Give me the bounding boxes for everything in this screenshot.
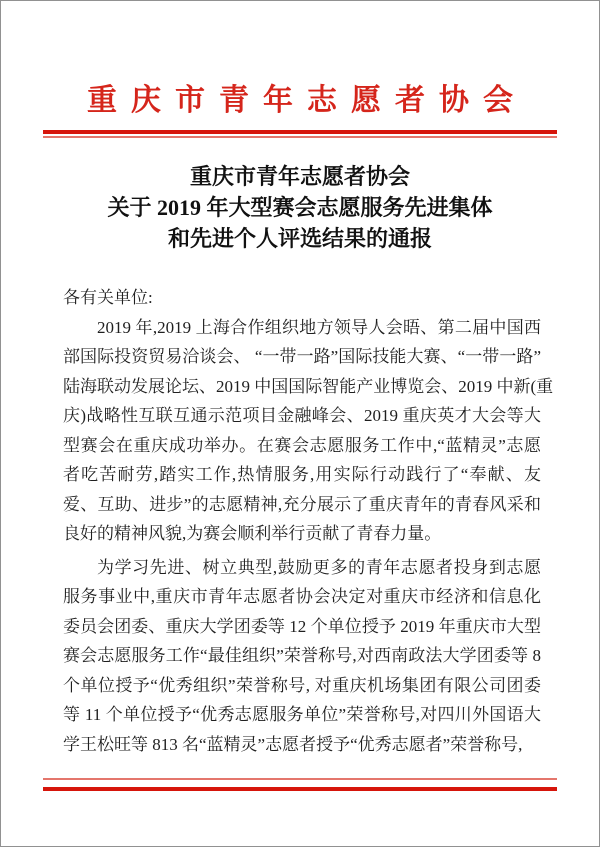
document-title-line: 关于 2019 年大型赛会志愿服务先进集体 <box>107 195 493 220</box>
document-title <box>1 161 599 254</box>
letterhead-divider-rule <box>43 130 557 138</box>
body-line: 赛会志愿服务工作“最佳组织”荣誉称号,对西南政法大学团委等 8 <box>63 646 541 665</box>
paragraph-1 <box>63 313 554 549</box>
body-line: 学王松旺等 813 名“蓝精灵”志愿者授予“优秀志愿者”荣誉称号, <box>63 734 523 754</box>
body-line: 为学习先进、树立典型,鼓励更多的青年志愿者投身到志愿 <box>97 557 541 577</box>
body-line: 爱、互助、进步”的志愿精神,充分展示了重庆青年的青春风采和 <box>63 494 541 514</box>
body-line: 庆)战略性互联互通示范项目金融峰会、2019 重庆英才大会等大 <box>63 406 541 425</box>
body-line: 良好的精神风貌,为赛会顺利举行贡献了青春力量。 <box>63 524 442 543</box>
body-line: 个单位授予“优秀组织”荣誉称号, 对重庆机场集团有限公司团委 <box>63 675 541 695</box>
body-line: 陆海联动发展论坛、2019 中国国际智能产业博览会、2019 中新(重 <box>63 376 554 396</box>
body-line: 等 11 个单位授予“优秀志愿服务单位”荣誉称号,对四川外国语大 <box>63 705 541 724</box>
body-line: 者吃苦耐劳,踏实工作,热情服务,用实际行动践行了“奉献、友 <box>63 465 541 484</box>
document-body <box>63 283 554 759</box>
document-title-line: 重庆市青年志愿者协会 <box>189 164 410 189</box>
body-line: 服务事业中,重庆市青年志愿者协会决定对重庆市经济和信息化 <box>63 587 541 606</box>
body-line: 型赛会在重庆成功举办。在赛会志愿服务工作中,“蓝精灵”志愿 <box>63 435 541 455</box>
document-title-line: 和先进个人评选结果的通报 <box>167 226 432 251</box>
body-line: 委员会团委、重庆大学团委等 12 个单位授予 2019 年重庆市大型 <box>63 616 541 636</box>
footer-divider-rule <box>43 778 557 791</box>
salutation: 各有关单位: <box>63 288 153 307</box>
letterhead-org-name: 重庆市青年志愿者协会 <box>87 84 527 117</box>
body-line: 部国际投资贸易洽谈会、 “一带一路”国际技能大赛、“一带一路” <box>63 347 541 366</box>
paragraph-2 <box>63 553 541 760</box>
body-line: 2019 年,2019 上海合作组织地方领导人会晤、第二届中国西 <box>97 317 541 337</box>
